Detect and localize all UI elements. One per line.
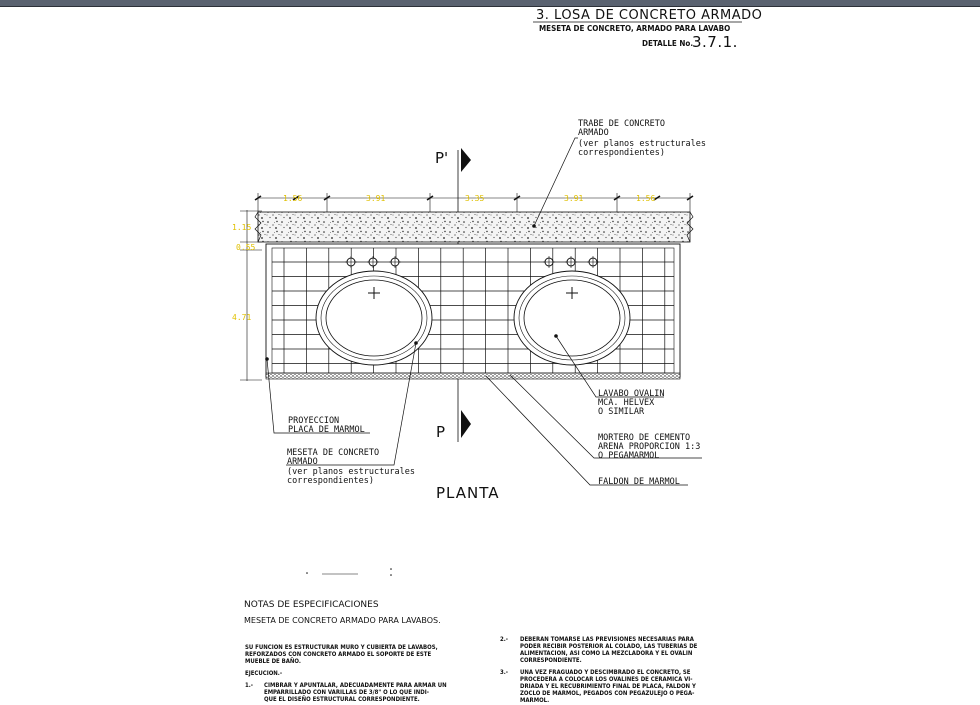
- svg-text:correspondientes): correspondientes): [287, 476, 374, 486]
- svg-text:PLACA DE MARMOL: PLACA DE MARMOL: [288, 425, 365, 435]
- svg-text:REFORZADOS CON CONCRETO ARMADO: REFORZADOS CON CONCRETO ARMADO EL SOPORTE DE ESTE: [245, 651, 432, 658]
- dim-top-3: 3.35: [465, 194, 485, 203]
- notes-block: [244, 600, 698, 704]
- svg-text:CORRESPONDIENTE.: CORRESPONDIENTE.: [520, 657, 582, 664]
- dim-left-3: 4.71: [232, 313, 252, 322]
- marble-strip: [266, 373, 680, 379]
- dim-top-5: 1.56: [636, 194, 656, 203]
- svg-text:1.-: 1.-: [245, 682, 254, 689]
- svg-text:DEBERAN TOMARSE LAS PREVISIONE: DEBERAN TOMARSE LAS PREVISIONES NECESARIAS PARA: [520, 636, 694, 643]
- callout-faldon: [598, 477, 680, 487]
- svg-text:MORTERO DE CEMENTO: MORTERO DE CEMENTO: [598, 433, 691, 443]
- left-dimension-line: [232, 210, 262, 381]
- svg-text:LAVABO OVALIN: LAVABO OVALIN: [598, 389, 665, 399]
- svg-text:ZOCLO DE MARMOL, PEGADOS CON P: ZOCLO DE MARMOL, PEGADOS CON PEGAZULEJO O PEGA-: [520, 690, 695, 697]
- svg-text:O PEGAMARMOL: O PEGAMARMOL: [598, 451, 660, 461]
- svg-text:ARENA PROPORCION 1:3: ARENA PROPORCION 1:3: [598, 442, 701, 452]
- dim-top-1: 1.56: [283, 194, 303, 203]
- svg-text:EMPARRILLADO CON VARILLAS DE 3: EMPARRILLADO CON VARILLAS DE 3/8" O LO QUE INDI-: [264, 689, 430, 696]
- svg-text:QUE EL DISEÑO ESTRUCTURAL CORR: QUE EL DISEÑO ESTRUCTURAL CORRESPONDIENTE.: [264, 696, 420, 703]
- dim-left-2: 0.55: [236, 243, 256, 252]
- drawing-subtitle: MESETA DE CONCRETO, ARMADO PARA LAVABO: [539, 24, 731, 33]
- svg-text:PROCEDERA A COLOCAR LOS OVALIN: PROCEDERA A COLOCAR LOS OVALINES DE CERAMICA VI-: [520, 676, 693, 683]
- cad-drawing: [0, 7, 980, 705]
- concrete-beam: [255, 212, 693, 242]
- sink-right: [514, 271, 630, 365]
- notes-ejecucion: EJECUCION.-: [245, 670, 283, 677]
- svg-text:FALDON DE MARMOL: FALDON DE MARMOL: [598, 477, 680, 487]
- callout-trabe: [578, 119, 706, 158]
- svg-text:MCA. HELVEX: MCA. HELVEX: [598, 398, 655, 408]
- svg-text:MUEBLE DE BAÑO.: MUEBLE DE BAÑO.: [245, 658, 301, 665]
- svg-text:UNA VEZ FRAGUADO Y DESCIMBRADO: UNA VEZ FRAGUADO Y DESCIMBRADO EL CONCRETO, SE: [520, 669, 691, 676]
- svg-text:correspondientes): correspondientes): [578, 148, 665, 158]
- callout-mortero: [598, 433, 700, 461]
- svg-text:PODER RECIBIR POSTERIOR AL COL: PODER RECIBIR POSTERIOR AL COLADO, LAS TUBERIAS DE: [520, 643, 698, 650]
- notes-heading: NOTAS DE ESPECIFICACIONES: [244, 600, 379, 610]
- svg-text:SU FUNCION ES ESTRUCTURAR MURO: SU FUNCION ES ESTRUCTURAR MURO Y CUBIERTA DE LAVABOS,: [245, 644, 438, 651]
- dim-top-4: 3.91: [564, 194, 584, 203]
- detail-prefix: DETALLE No.: [642, 39, 694, 48]
- callout-lavabo: [598, 389, 665, 417]
- section-mark-top: P': [435, 149, 449, 167]
- callout-proyeccion: [288, 416, 365, 435]
- svg-text:(ver planos estructurales: (ver planos estructurales: [578, 139, 706, 149]
- drawing-sheet: [0, 7, 980, 705]
- svg-text:ARMADO: ARMADO: [287, 457, 318, 467]
- svg-text:ALIMENTACION, ASI COMO LA MEZC: ALIMENTACION, ASI COMO LA MEZCLADORA Y EL OVALIN: [520, 650, 693, 657]
- svg-text:ARMADO: ARMADO: [578, 128, 609, 138]
- svg-text:O SIMILAR: O SIMILAR: [598, 407, 645, 417]
- svg-text:CIMBRAR Y APUNTALAR, ADECUADAM: CIMBRAR Y APUNTALAR, ADECUADAMENTE PARA ARMAR UN: [264, 682, 447, 689]
- top-dimension-line: [255, 193, 693, 212]
- svg-text:MESETA DE CONCRETO: MESETA DE CONCRETO: [287, 448, 380, 458]
- drawing-title: 3. LOSA DE CONCRETO ARMADO: [536, 8, 763, 23]
- dim-left-1: 1.15: [232, 223, 252, 232]
- svg-text:MARMOL.: MARMOL.: [520, 697, 550, 704]
- svg-text:3.-: 3.-: [500, 669, 509, 676]
- svg-text:2.-: 2.-: [500, 636, 509, 643]
- view-title: PLANTA: [436, 484, 500, 502]
- section-mark-bottom: P: [436, 423, 446, 441]
- dim-top-2: 3.91: [366, 194, 386, 203]
- svg-text:TRABE DE CONCRETO: TRABE DE CONCRETO: [578, 119, 665, 129]
- notes-subheading: MESETA DE CONCRETO ARMADO PARA LAVABOS.: [244, 616, 441, 625]
- svg-text:PROYECCION: PROYECCION: [288, 416, 340, 426]
- detail-number: 3.7.1.: [692, 33, 738, 51]
- window-top-bar: [0, 0, 980, 7]
- svg-text:(ver planos estructurales: (ver planos estructurales: [287, 467, 415, 477]
- svg-text:DRIADA Y EL RECUBRIMIENTO FINA: DRIADA Y EL RECUBRIMIENTO FINAL DE PLACA, FALDON Y: [520, 683, 696, 690]
